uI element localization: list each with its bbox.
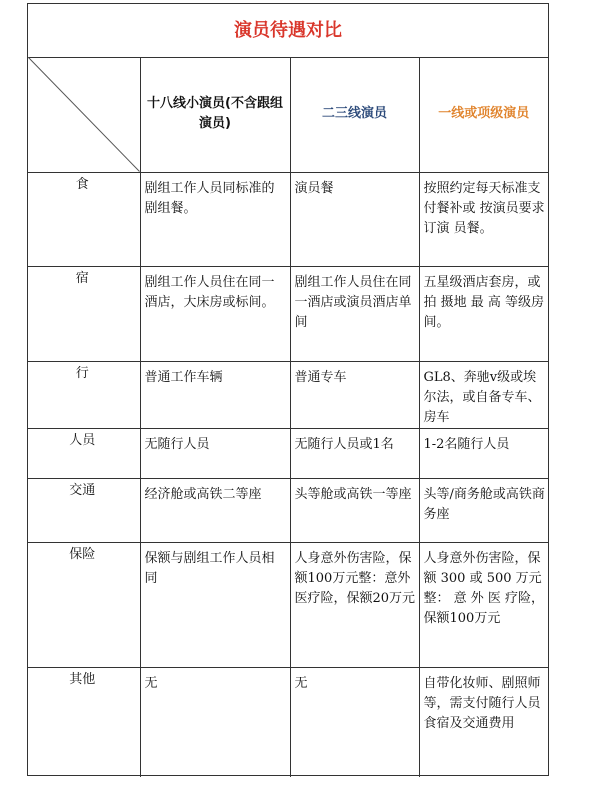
cell: 自带化妆师、剧照师等，需支付随行人员食宿及交通费用: [419, 667, 548, 777]
cell: 保额与剧组工作人员相同: [140, 542, 290, 667]
table-row: [28, 266, 548, 361]
table-row: [28, 172, 548, 266]
row-label-lodging: 宿: [28, 266, 140, 361]
table-row: [28, 428, 548, 478]
column-header-tier2-3: 二三线演员: [290, 57, 419, 172]
header-row: [28, 57, 548, 172]
cell: 普通专车: [290, 361, 419, 428]
cell: 普通工作车辆: [140, 361, 290, 428]
cell: 无: [140, 667, 290, 777]
cell: 演员餐: [290, 172, 419, 266]
cell: 经济舱或高铁二等座: [140, 478, 290, 542]
cell: 按照约定每天标准支付餐补或 按演员要求订演 员餐。: [419, 172, 548, 266]
cell: 剧组工作人员同标准的剧组餐。: [140, 172, 290, 266]
row-label-travel: 行: [28, 361, 140, 428]
cell: 头等/商务舱或高铁商务座: [419, 478, 548, 542]
cell: 无随行人员或1名: [290, 428, 419, 478]
cell: 剧组工作人员住在同一酒店或演员酒店单间: [290, 266, 419, 361]
cell: 无随行人员: [140, 428, 290, 478]
table-row: [28, 542, 548, 667]
comparison-table-frame: [27, 3, 549, 776]
cell: 1-2名随行人员: [419, 428, 548, 478]
table-row: [28, 667, 548, 777]
comparison-table: [28, 57, 548, 777]
diagonal-header-cell: [28, 57, 140, 172]
column-header-top-tier: 一线或项级演员: [419, 57, 548, 172]
cell: 头等舱或高铁一等座: [290, 478, 419, 542]
cell: 无: [290, 667, 419, 777]
cell: 剧组工作人员住在同一酒店，大床房或标间。: [140, 266, 290, 361]
cell: 人身意外伤害险，保额100万元整：意外医疗险，保额20万元: [290, 542, 419, 667]
row-label-other: 其他: [28, 667, 140, 777]
row-label-food: 食: [28, 172, 140, 266]
diagonal-line: [28, 57, 140, 172]
cell: GL8、奔驰v级或埃尔法，或自备专车、房车: [419, 361, 548, 428]
row-label-insurance: 保险: [28, 542, 140, 667]
table-row: [28, 361, 548, 428]
table-row: [28, 478, 548, 542]
cell: 五星级酒店套房，或 拍 摄地 最 高 等级房间。: [419, 266, 548, 361]
cell: 人身意外伤害险，保 额 300 或 500 万元 整： 意 外 医 疗险，保额100万元: [419, 542, 548, 667]
row-label-staff: 人员: [28, 428, 140, 478]
table-title: 演员待遇对比: [28, 4, 548, 58]
row-label-transport: 交通: [28, 478, 140, 542]
column-header-tier18: 十八线小演员(不含跟组演员): [140, 57, 290, 172]
